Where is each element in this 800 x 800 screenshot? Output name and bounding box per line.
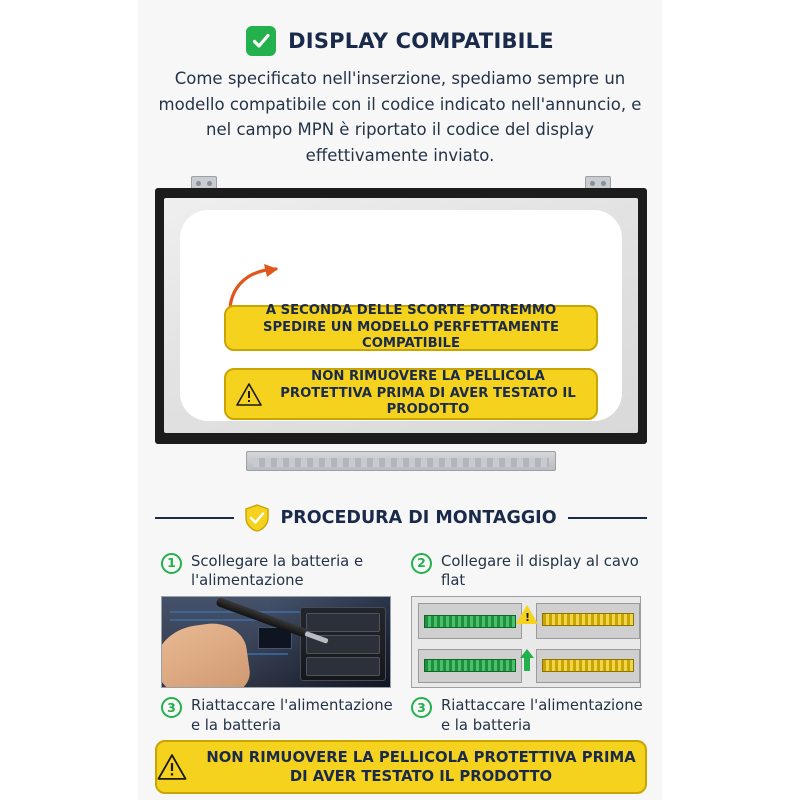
procedure-title: PROCEDURA DI MONTAGGIO [280,508,557,528]
flat-cable-gold [542,613,634,626]
callout-compatible-model [224,302,598,352]
step-1-label: Scollegare la batteria e l'alimentazione [191,553,364,590]
warning-triangle-icon: ! [516,605,538,624]
callout-protective-film [224,368,598,420]
intro-text: Come specificato nell'inserzione, spediamo sempre un modello compatibile con il codice indicato nell'annuncio, e nel campo MPN è riportato il codice del display effettivamente inviato. [158,69,642,165]
panel-screen [164,198,638,433]
step-2 [405,544,647,596]
up-arrow-icon [520,649,534,671]
step-3-left-label: Riattaccare l'alimentazione e la batteria [191,697,393,734]
step-2-label: Collegare il display al cavo flat [441,553,639,590]
flat-cable-green [424,615,516,628]
motherboard-battery-photo [161,596,391,688]
step-3-right-number: 3 [411,697,432,718]
warning-triangle-icon [236,383,262,406]
callout-compatible-model-text: A SECONDA DELLE SCORTE POTREMMO SPEDIRE UN MODELLO PERFETTAMENTE COMPATIBILE [262,302,560,352]
step-1-number: 1 [161,553,182,574]
battery-pack [300,607,386,681]
divider-left [155,517,234,519]
page-title: DISPLAY COMPATIBILE [288,29,554,53]
shield-icon [245,504,269,532]
display-panel-illustration [155,176,647,481]
bottom-warning-text: NON RIMUOVERE LA PELLICOLA PROTETTIVA PRIMA DI AVER TESTATO IL PRODOTTO [206,748,636,785]
bottom-warning-banner [155,740,647,794]
step-3-right-label: Riattaccare l'alimentazione e la batteria [441,697,643,734]
procedure-section-header [155,504,647,532]
step-2-number: 2 [411,553,432,574]
step-3-left-number: 3 [161,697,182,718]
check-icon [246,26,276,56]
battery-cell [306,657,380,676]
step-1 [155,544,397,596]
panel-bezel [155,188,647,444]
callout-protective-film-text: NON RIMUOVERE LA PELLICOLA PROTETTIVA PRIMA DI AVER TESTATO IL PRODOTTO [280,368,576,418]
display-connector-photo [411,596,641,688]
warning-triangle-icon [157,754,187,780]
divider-right [568,517,647,519]
step-3-right [405,688,647,740]
step-3-left [155,688,397,740]
panel-bottom-bar [246,451,556,471]
flat-cable-gold [542,659,634,672]
header [138,26,662,56]
panel-bottom-connector [253,458,549,467]
battery-cell [306,613,380,632]
flat-cable-green [424,659,516,672]
procedure-steps [155,544,647,741]
